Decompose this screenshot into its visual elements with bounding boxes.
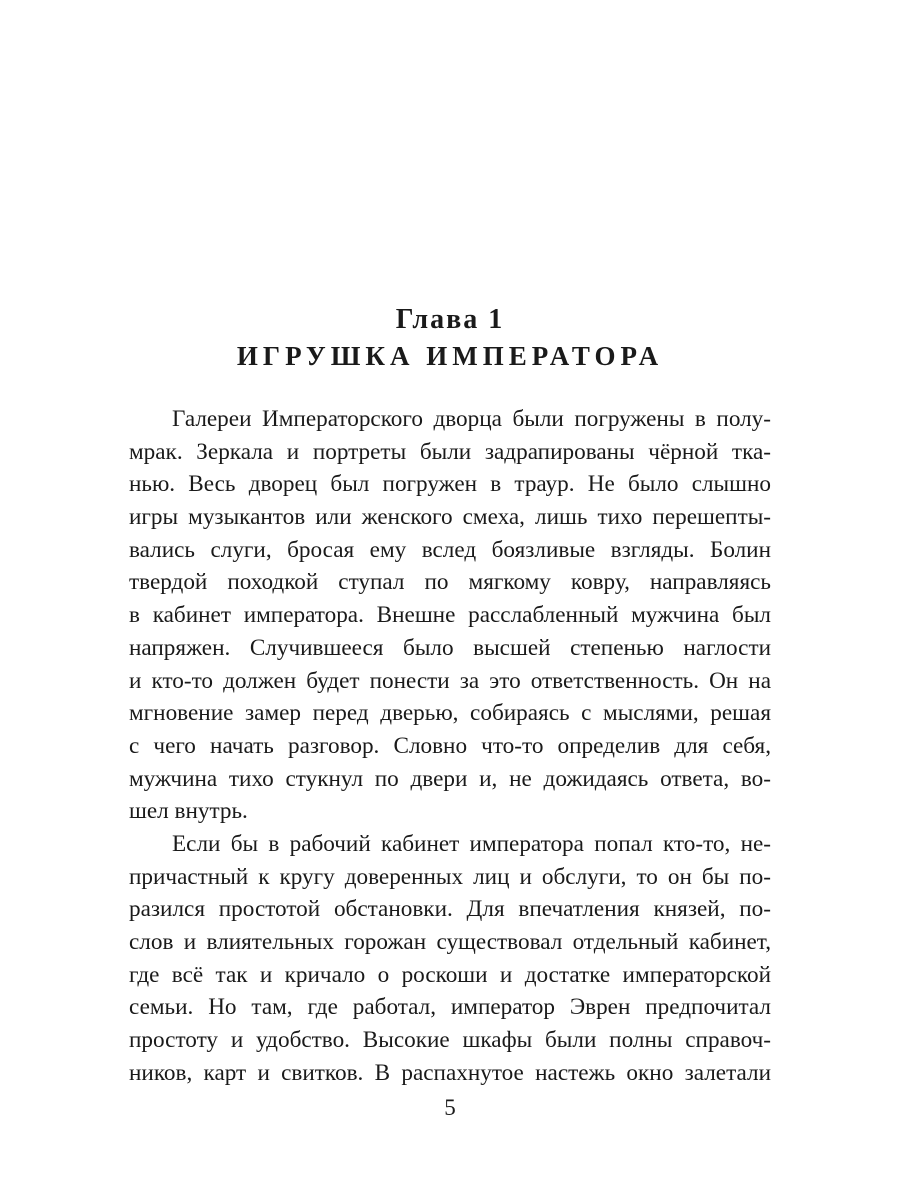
text-line: мгновение замер перед дверью, собираясь с мыслями, решая — [129, 700, 771, 727]
text-line: где всё так и кричало о роскоши и достатке императорской — [129, 961, 771, 988]
text-line: причастный к кругу доверенных лиц и обслуги, то он бы по- — [129, 863, 771, 890]
text-line: мрак. Зеркала и портреты были задрапированы чёрной тка- — [129, 438, 771, 465]
text-line: твердой походкой ступал по мягкому ковру, направляясь — [129, 569, 771, 596]
text-line: Галереи Императорского дворца были погружены в полу- — [172, 406, 771, 432]
text-line: напряжен. Случившееся было высшей степенью наглости — [129, 634, 771, 661]
text-line: Если бы в рабочий кабинет императора попал кто-то, не- — [172, 830, 771, 857]
page-number: 5 — [444, 1095, 456, 1120]
chapter-body — [129, 403, 771, 1089]
text-line: и кто-то должен будет понести за это ответственность. Он на — [129, 667, 771, 694]
chapter-number: Глава 1 — [395, 304, 505, 335]
text-line: в кабинет императора. Внешне расслабленный мужчина был — [129, 602, 771, 629]
text-line: ников, карт и свитков. В распахнутое настежь окно залетали — [129, 1059, 771, 1086]
text-line: вались слуги, бросая ему вслед боязливые взгляды. Болин — [129, 536, 771, 563]
text-line: мужчина тихо стукнул по двери и, не дожидаясь ответа, во- — [129, 765, 771, 792]
text-line: слов и влиятельных горожан существовал отдельный кабинет, — [129, 929, 771, 955]
text-line: нью. Весь дворец был погружен в траур. Не было слышно — [129, 471, 771, 498]
text-line: семьи. Но там, где работал, император Эврен предпочитал — [129, 994, 771, 1021]
text-line: с чего начать разговор. Словно что-то определив для себя, — [129, 732, 771, 759]
text-line: шел внутрь. — [129, 798, 248, 825]
text-line: простоту и удобство. Высокие шкафы были полны справоч- — [129, 1027, 771, 1054]
chapter-title: ИГРУШКА ИМПЕРАТОРА — [236, 341, 664, 371]
paragraph-2 — [129, 828, 771, 1090]
text-line: игры музыкантов или женского смеха, лишь тихо перешепты- — [129, 504, 771, 531]
paragraph-1 — [129, 403, 771, 828]
text-line: разился простотой обстановки. Для впечатления князей, по- — [129, 896, 771, 923]
